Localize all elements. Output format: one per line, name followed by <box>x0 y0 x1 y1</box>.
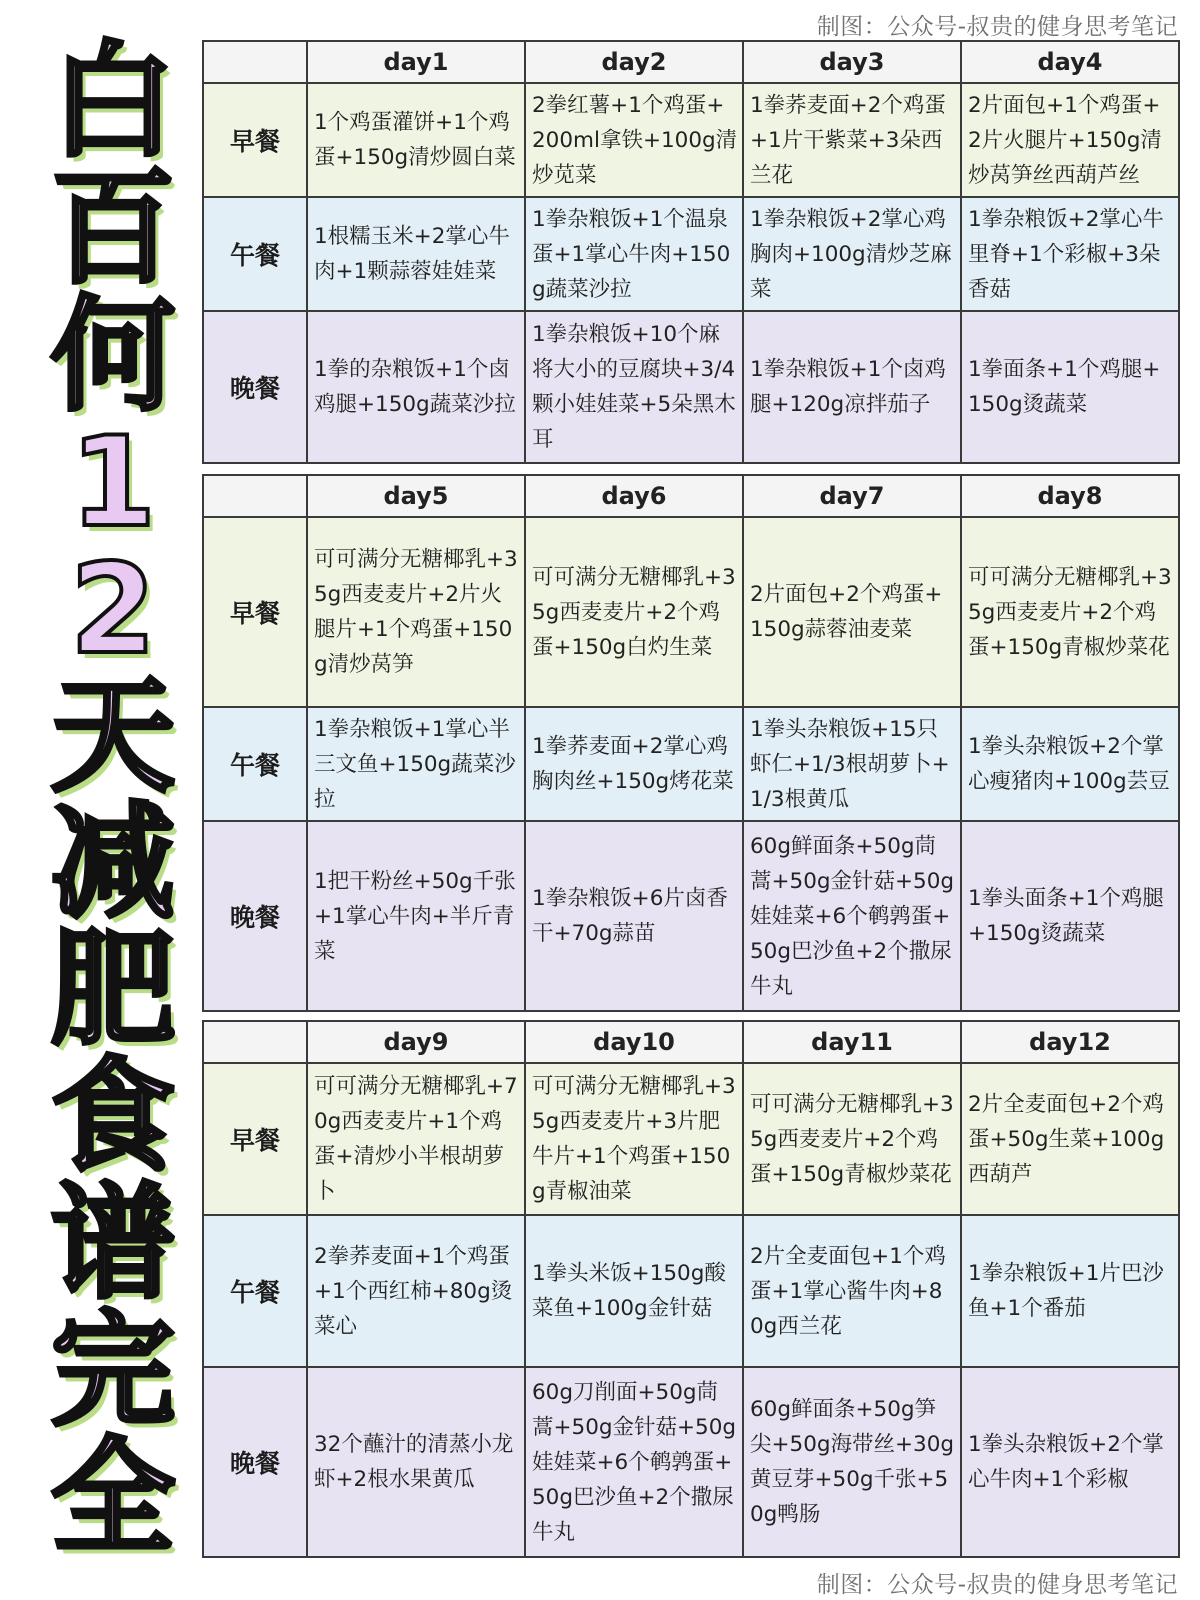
meal-label-dinner: 晚餐 <box>203 311 307 463</box>
meal-cell: 1拳杂粮饭+6片卤香干+70g蒜苗 <box>525 821 743 1011</box>
lunch-row <box>203 1215 1179 1367</box>
title-char: 谱 <box>50 1172 175 1317</box>
day-header: day3 <box>743 41 961 83</box>
meal-cell: 可可满分无糖椰乳+35g西麦麦片+2个鸡蛋+150g青椒炒菜花 <box>743 1063 961 1215</box>
day-header: day6 <box>525 475 743 517</box>
meal-table-days-1-4 <box>202 40 1180 464</box>
meal-cell: 可可满分无糖椰乳+35g西麦麦片+2片火腿片+1个鸡蛋+150g清炒莴笋 <box>307 517 525 707</box>
header-corner <box>203 1021 307 1063</box>
meal-cell: 1拳的杂粮饭+1个卤鸡腿+150g蔬菜沙拉 <box>307 311 525 463</box>
day-header: day10 <box>525 1021 743 1063</box>
meal-label-dinner: 晚餐 <box>203 1367 307 1557</box>
day-header: day9 <box>307 1021 525 1063</box>
meal-label-breakfast: 早餐 <box>203 1063 307 1215</box>
meal-cell: 1拳杂粮饭+1片巴沙鱼+1个番茄 <box>961 1215 1179 1367</box>
dinner-row <box>203 311 1179 463</box>
breakfast-row <box>203 83 1179 197</box>
title-char: 完 <box>50 1299 175 1444</box>
table-header-row <box>203 41 1179 83</box>
meal-cell: 1个鸡蛋灌饼+1个鸡蛋+150g清炒圆白菜 <box>307 83 525 197</box>
meal-label-lunch: 午餐 <box>203 707 307 821</box>
day-header: day7 <box>743 475 961 517</box>
meal-cell: 1拳杂粮饭+1个温泉蛋+1掌心牛肉+150g蔬菜沙拉 <box>525 197 743 311</box>
meal-cell: 2拳荞麦面+1个鸡蛋+1个西红柿+80g烫菜心 <box>307 1215 525 1367</box>
meal-label-lunch: 午餐 <box>203 197 307 311</box>
meal-cell: 1把干粉丝+50g千张+1掌心牛肉+半斤青菜 <box>307 821 525 1011</box>
meal-cell: 1拳头米饭+150g酸菜鱼+100g金针菇 <box>525 1215 743 1367</box>
title-char: 1 <box>69 410 157 555</box>
lunch-row <box>203 197 1179 311</box>
meal-cell: 1根糯玉米+2掌心牛肉+1颗蒜蓉娃娃菜 <box>307 197 525 311</box>
meal-cell: 32个蘸汁的清蒸小龙虾+2根水果黄瓜 <box>307 1367 525 1557</box>
meal-cell: 2拳红薯+1个鸡蛋+200ml拿铁+100g清炒苋菜 <box>525 83 743 197</box>
meal-table-days-5-8 <box>202 474 1180 1012</box>
meal-label-breakfast: 早餐 <box>203 83 307 197</box>
meal-cell: 1拳杂粮饭+10个麻将大小的豆腐块+3/4颗小娃娃菜+5朵黑木耳 <box>525 311 743 463</box>
meal-cell: 60g刀削面+50g茼蒿+50g金针菇+50g娃娃菜+6个鹌鹑蛋+50g巴沙鱼+2个撒尿牛丸 <box>525 1367 743 1557</box>
table-header-row <box>203 475 1179 517</box>
day-header: day4 <box>961 41 1179 83</box>
vertical-title <box>38 30 188 1570</box>
title-char: 百 <box>50 156 175 301</box>
dinner-row <box>203 821 1179 1011</box>
meal-cell: 可可满分无糖椰乳+70g西麦麦片+1个鸡蛋+清炒小半根胡萝卜 <box>307 1063 525 1215</box>
meal-cell: 2片面包+2个鸡蛋+150g蒜蓉油麦菜 <box>743 517 961 707</box>
day-header: day2 <box>525 41 743 83</box>
meal-cell: 1拳杂粮饭+1掌心半三文鱼+150g蔬菜沙拉 <box>307 707 525 821</box>
meal-label-lunch: 午餐 <box>203 1215 307 1367</box>
meal-cell: 1拳荞麦面+2个鸡蛋+1片干紫菜+3朵西兰花 <box>743 83 961 197</box>
meal-cell: 1拳荞麦面+2掌心鸡胸肉丝+150g烤花菜 <box>525 707 743 821</box>
meal-cell: 1拳头杂粮饭+2个掌心瘦猪肉+100g芸豆 <box>961 707 1179 821</box>
meal-cell: 60g鲜面条+50g茼蒿+50g金针菇+50g娃娃菜+6个鹌鹑蛋+50g巴沙鱼+2个撒尿牛丸 <box>743 821 961 1011</box>
meal-cell: 1拳头杂粮饭+15只虾仁+1/3根胡萝卜+1/3根黄瓜 <box>743 707 961 821</box>
breakfast-row <box>203 517 1179 707</box>
title-char: 食 <box>50 1045 175 1190</box>
meal-cell: 可可满分无糖椰乳+35g西麦麦片+3片肥牛片+1个鸡蛋+150g青椒油菜 <box>525 1063 743 1215</box>
header-corner <box>203 41 307 83</box>
meal-label-dinner: 晚餐 <box>203 821 307 1011</box>
meal-cell: 1拳头杂粮饭+2个掌心牛肉+1个彩椒 <box>961 1367 1179 1557</box>
meal-cell: 2片面包+1个鸡蛋+2片火腿片+150g清炒莴笋丝西葫芦丝 <box>961 83 1179 197</box>
credit-bottom: 制图：公众号-叔贵的健身思考笔记 <box>816 1572 1178 1598</box>
meal-label-breakfast: 早餐 <box>203 517 307 707</box>
credit-top: 制图：公众号-叔贵的健身思考笔记 <box>816 14 1178 40</box>
meal-cell: 1拳杂粮饭+1个卤鸡腿+120g凉拌茄子 <box>743 311 961 463</box>
meal-cell: 可可满分无糖椰乳+35g西麦麦片+2个鸡蛋+150g白灼生菜 <box>525 517 743 707</box>
table-header-row <box>203 1021 1179 1063</box>
meal-cell: 1拳杂粮饭+2掌心鸡胸肉+100g清炒芝麻菜 <box>743 197 961 311</box>
day-header: day12 <box>961 1021 1179 1063</box>
title-char: 2 <box>69 537 157 682</box>
day-header: day11 <box>743 1021 961 1063</box>
meal-cell: 60g鲜面条+50g笋尖+50g海带丝+30g黄豆芽+50g千张+50g鸭肠 <box>743 1367 961 1557</box>
title-char: 减 <box>50 791 175 936</box>
meal-cell: 2片全麦面包+1个鸡蛋+1掌心酱牛肉+80g西兰花 <box>743 1215 961 1367</box>
breakfast-row <box>203 1063 1179 1215</box>
meal-cell: 2片全麦面包+2个鸡蛋+50g生菜+100g西葫芦 <box>961 1063 1179 1215</box>
meal-cell: 1拳头面条+1个鸡腿+150g烫蔬菜 <box>961 821 1179 1011</box>
title-char: 全 <box>50 1425 175 1570</box>
day-header: day5 <box>307 475 525 517</box>
meal-cell: 可可满分无糖椰乳+35g西麦麦片+2个鸡蛋+150g青椒炒菜花 <box>961 517 1179 707</box>
title-char: 白 <box>50 30 175 174</box>
dinner-row <box>203 1367 1179 1557</box>
meal-table-days-9-12 <box>202 1020 1180 1558</box>
header-corner <box>203 475 307 517</box>
title-char: 肥 <box>50 918 175 1063</box>
day-header: day1 <box>307 41 525 83</box>
title-char: 何 <box>50 283 175 428</box>
lunch-row <box>203 707 1179 821</box>
day-header: day8 <box>961 475 1179 517</box>
title-char: 天 <box>50 664 175 809</box>
meal-cell: 1拳杂粮饭+2掌心牛里脊+1个彩椒+3朵香菇 <box>961 197 1179 311</box>
meal-cell: 1拳面条+1个鸡腿+150g烫蔬菜 <box>961 311 1179 463</box>
